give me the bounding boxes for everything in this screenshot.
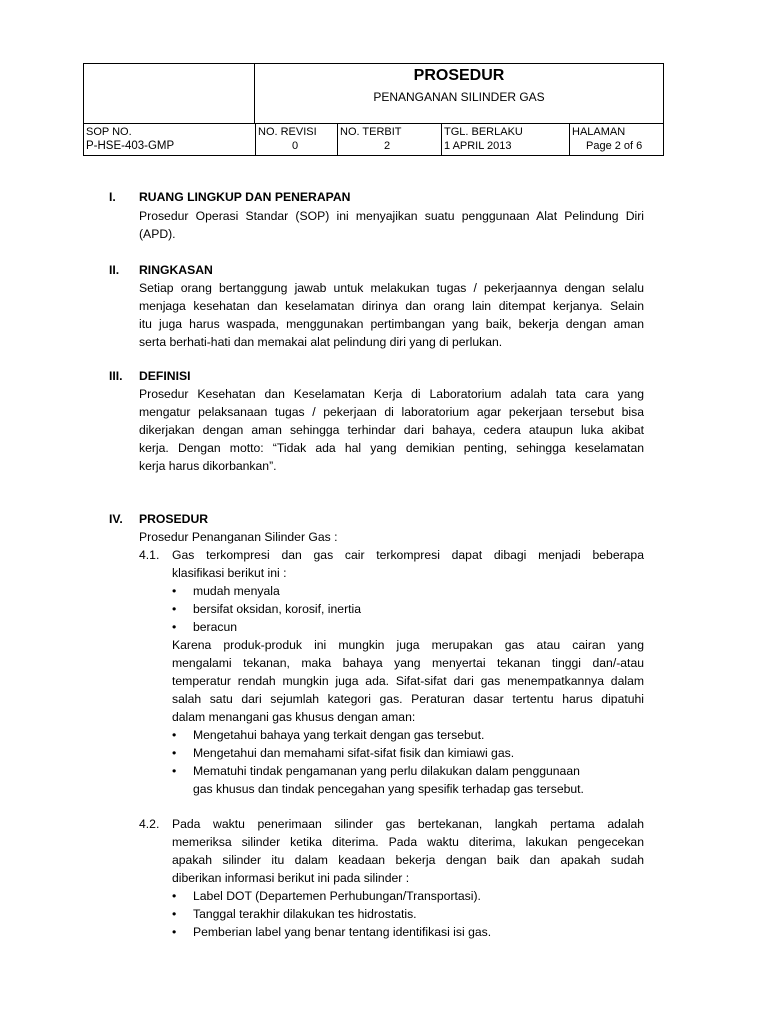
section-heading: DEFINISI	[139, 369, 191, 383]
list-item: Label DOT (Departemen Perhubungan/Transportasi).	[193, 889, 481, 903]
section-number: I.	[109, 190, 116, 204]
bullet: •	[172, 925, 177, 939]
paragraph-line: serta berhati-hati dan memakai alat pelindung diri yang di perlukan.	[139, 335, 503, 349]
paragraph-line: kerja. Dengan motto: “Tidak ada hal yang demikian penting, sehingga keselamatan	[139, 441, 644, 455]
paragraph-line: salah satu dari sejumlah kategori gas. Peraturan dasar tertentu harus dipatuhi	[172, 692, 644, 706]
bullet: •	[172, 907, 177, 921]
bullet: •	[172, 889, 177, 903]
paragraph-line: dalam menangani gas khusus dengan aman:	[172, 710, 416, 724]
paragraph-line: apakah silinder itu dalam keadaan bekerja dengan baik dan apakah sudah	[172, 853, 644, 867]
list-item: Pemberian label yang benar tentang identifikasi isi gas.	[193, 925, 492, 939]
list-item: Mengetahui bahaya yang terkait dengan gas tersebut.	[193, 728, 485, 742]
subsection-number: 4.2.	[139, 817, 160, 831]
paragraph-line: (APD).	[139, 227, 176, 241]
paragraph-line: kerja harus dikorbankan”.	[139, 459, 277, 473]
section-number: III.	[109, 369, 123, 383]
paragraph-line: menjaga kesehatan dan keselamatan dirinya dan orang lain ditempat kerjanya. Selain	[139, 299, 644, 313]
section-heading: RINGKASAN	[139, 263, 213, 277]
paragraph-line: diberikan informasi berikut ini pada silinder :	[172, 871, 410, 885]
section-number: IV.	[109, 512, 123, 526]
document-subtitle: PENANGANAN SILINDER GAS	[373, 90, 545, 104]
paragraph-line: Gas terkompresi dan gas cair terkompresi dapat dibagi menjadi beberapa	[172, 548, 644, 562]
list-item: mudah menyala	[193, 584, 280, 598]
halaman-value: Page 2 of 6	[586, 140, 643, 152]
paragraph-line: klasifikasi berikut ini :	[172, 566, 287, 580]
paragraph-line: Setiap orang bertanggung jawab untuk melakukan tugas / pekerjaannya dengan selalu	[139, 281, 644, 295]
section-number: II.	[109, 263, 120, 277]
bullet: •	[172, 584, 177, 598]
sop-label: SOP NO.	[86, 126, 132, 138]
paragraph-line: Pada waktu penerimaan silinder gas bertekanan, langkah pertama adalah	[172, 817, 644, 831]
list-item: Mengetahui dan memahami sifat-sifat fisik dan kimiawi gas.	[193, 746, 515, 760]
bullet: •	[172, 746, 177, 760]
paragraph-line: itu juga harus waspada, menggunakan pertimbangan yang baik, bekerja dengan aman	[139, 317, 644, 331]
sop-value: P-HSE-403-GMP	[86, 140, 175, 152]
list-item-continuation: gas khusus dan tindak pencegahan yang spesifik terhadap gas tersebut.	[193, 782, 584, 796]
bullet: •	[172, 620, 177, 634]
paragraph-line: mengatur pelaksanaan tugas / pekerjaan di laboratorium agar pekerjaan tersebut bisa	[139, 405, 644, 419]
halaman-label: HALAMAN	[572, 126, 626, 138]
list-item: bersifat oksidan, korosif, inertia	[193, 602, 361, 616]
paragraph-line: temperatur rendah mungkin juga ada. Sifat-sifat dari gas menempatkannya dalam	[172, 674, 644, 688]
terbit-value: 2	[384, 140, 391, 152]
berlaku-value: 1 APRIL 2013	[444, 140, 512, 152]
bullet: •	[172, 728, 177, 742]
paragraph-line: Karena produk-produk ini mungkin juga merupakan gas atau cairan yang	[172, 638, 644, 652]
paragraph-line: Prosedur Kesehatan dan Keselamatan Kerja di Laboratorium adalah tata cara yang	[139, 387, 644, 401]
paragraph-line: mengalami tekanan, maka bahaya yang menyertai tekanan tinggi dan/-atau	[172, 656, 644, 670]
paragraph-line: dikerjakan dengan aman sehingga terhindar dari bahaya, cedera ataupun luka akibat	[139, 423, 644, 437]
subsection-number: 4.1.	[139, 548, 160, 562]
revisi-value: 0	[292, 140, 299, 152]
list-item: Mematuhi tindak pengamanan yang perlu dilakukan dalam penggunaan	[193, 764, 580, 778]
document-title: PROSEDUR	[413, 67, 505, 84]
paragraph-line: Prosedur Operasi Standar (SOP) ini menyajikan suatu penggunaan Alat Pelindung Diri	[139, 209, 644, 223]
bullet: •	[172, 764, 177, 778]
list-item: beracun	[193, 620, 238, 634]
terbit-label: NO. TERBIT	[340, 126, 402, 138]
list-item: Tanggal terakhir dilakukan tes hidrostatis.	[193, 907, 417, 921]
section-heading: PROSEDUR	[139, 512, 209, 526]
section-intro: Prosedur Penanganan Silinder Gas :	[139, 530, 338, 544]
paragraph-line: memeriksa silinder ketika diterima. Pada waktu diterima, lakukan pengecekan	[172, 835, 644, 849]
berlaku-label: TGL. BERLAKU	[444, 126, 523, 138]
section-heading: RUANG LINGKUP DAN PENERAPAN	[139, 190, 351, 204]
bullet: •	[172, 602, 177, 616]
revisi-label: NO. REVISI	[258, 126, 317, 138]
